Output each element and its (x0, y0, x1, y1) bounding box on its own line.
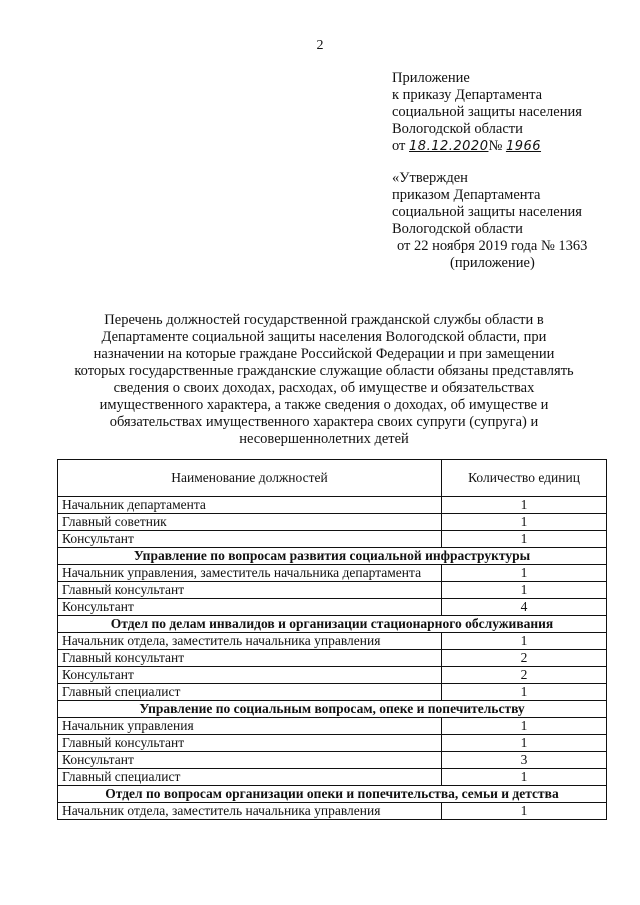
table-row (58, 718, 607, 735)
appendix-line: Вологодской области (392, 121, 523, 137)
position-name: Начальник управления, заместитель начальника департамента (58, 565, 442, 582)
title-line: назначении на которые граждане Российской Федерации и при замещении (93, 346, 555, 362)
title-line: Департаменте социальной защиты населения Вологодской области, при (101, 329, 547, 345)
position-count: 2 (442, 650, 607, 667)
approved-line: (приложение) (450, 255, 535, 271)
appendix-line: к приказу Департамента (392, 87, 543, 103)
table-row (58, 769, 607, 786)
position-name: Главный специалист (58, 684, 442, 701)
position-count: 1 (442, 497, 607, 514)
approved-line: Вологодской области (392, 221, 523, 237)
section-title: Отдел по делам инвалидов и организации стационарного обслуживания (58, 616, 607, 633)
handwritten-date: 18.12.2020 (409, 139, 489, 154)
position-count: 1 (442, 565, 607, 582)
table-row (58, 803, 607, 820)
positions-table (57, 459, 607, 820)
section-row (58, 701, 607, 718)
position-count: 3 (442, 752, 607, 769)
table-row (58, 582, 607, 599)
position-name: Консультант (58, 752, 442, 769)
position-name: Начальник управления (58, 718, 442, 735)
table-row (58, 735, 607, 752)
table-row (58, 514, 607, 531)
table-row (58, 667, 607, 684)
approved-line: «Утвержден (392, 170, 468, 186)
section-row (58, 616, 607, 633)
appendix-line: Приложение (392, 70, 470, 86)
position-count: 1 (442, 531, 607, 548)
position-count: 1 (442, 735, 607, 752)
position-count: 1 (442, 718, 607, 735)
handwritten-number: 1966 (505, 139, 542, 154)
position-name: Консультант (58, 531, 442, 548)
position-name: Консультант (58, 599, 442, 616)
table-header-row (58, 460, 607, 497)
table-row (58, 497, 607, 514)
position-count: 1 (442, 514, 607, 531)
approved-block (392, 170, 587, 272)
position-name: Главный специалист (58, 769, 442, 786)
position-name: Начальник отдела, заместитель начальника управления (58, 803, 442, 820)
position-name: Главный консультант (58, 650, 442, 667)
approved-line: социальной защиты населения (392, 204, 582, 220)
table-row (58, 599, 607, 616)
table-row (58, 650, 607, 667)
section-title: Отдел по вопросам организации опеки и попечительства, семьи и детства (58, 786, 607, 803)
date-prefix: от (392, 138, 406, 154)
title-line: несовершеннолетних детей (239, 431, 409, 447)
position-name: Главный консультант (58, 582, 442, 599)
table-row (58, 752, 607, 769)
position-name: Главный советник (58, 514, 442, 531)
table-row (58, 531, 607, 548)
position-count: 4 (442, 599, 607, 616)
table-row (58, 684, 607, 701)
number-prefix: № (488, 138, 503, 154)
position-name: Начальник департамента (58, 497, 442, 514)
title-line: имущественного характера, а также сведения о доходах, об имуществе и (99, 397, 549, 413)
section-row (58, 786, 607, 803)
position-count: 1 (442, 582, 607, 599)
position-count: 1 (442, 769, 607, 786)
section-title: Управление по вопросам развития социальной инфраструктуры (58, 548, 607, 565)
title-line: сведения о своих доходах, расходах, об имуществе и обязательствах (113, 380, 535, 396)
section-row (58, 548, 607, 565)
page-number: 2 (316, 38, 324, 53)
appendix-block (392, 70, 582, 155)
title-line: которых государственные гражданские служащие области обязаны представлять (74, 363, 574, 379)
table-row (58, 633, 607, 650)
position-count: 1 (442, 803, 607, 820)
table-row (58, 565, 607, 582)
appendix-line: социальной защиты населения (392, 104, 582, 120)
title-line: Перечень должностей государственной гражданской службы области в (104, 312, 544, 328)
position-count: 1 (442, 633, 607, 650)
section-title: Управление по социальным вопросам, опеке и попечительству (58, 701, 607, 718)
appendix-date-line (392, 138, 582, 155)
header-name: Наименование должностей (58, 460, 442, 497)
position-count: 1 (442, 684, 607, 701)
position-name: Начальник отдела, заместитель начальника управления (58, 633, 442, 650)
position-count: 2 (442, 667, 607, 684)
title-line: обязательствах имущественного характера своих супруги (супруга) и (109, 414, 539, 430)
document-title (74, 312, 574, 448)
position-name: Главный консультант (58, 735, 442, 752)
approved-line: от 22 ноября 2019 года № 1363 (397, 238, 588, 254)
position-name: Консультант (58, 667, 442, 684)
table-body (58, 497, 607, 820)
approved-line: приказом Департамента (392, 187, 541, 203)
header-count: Количество единиц (442, 460, 607, 497)
